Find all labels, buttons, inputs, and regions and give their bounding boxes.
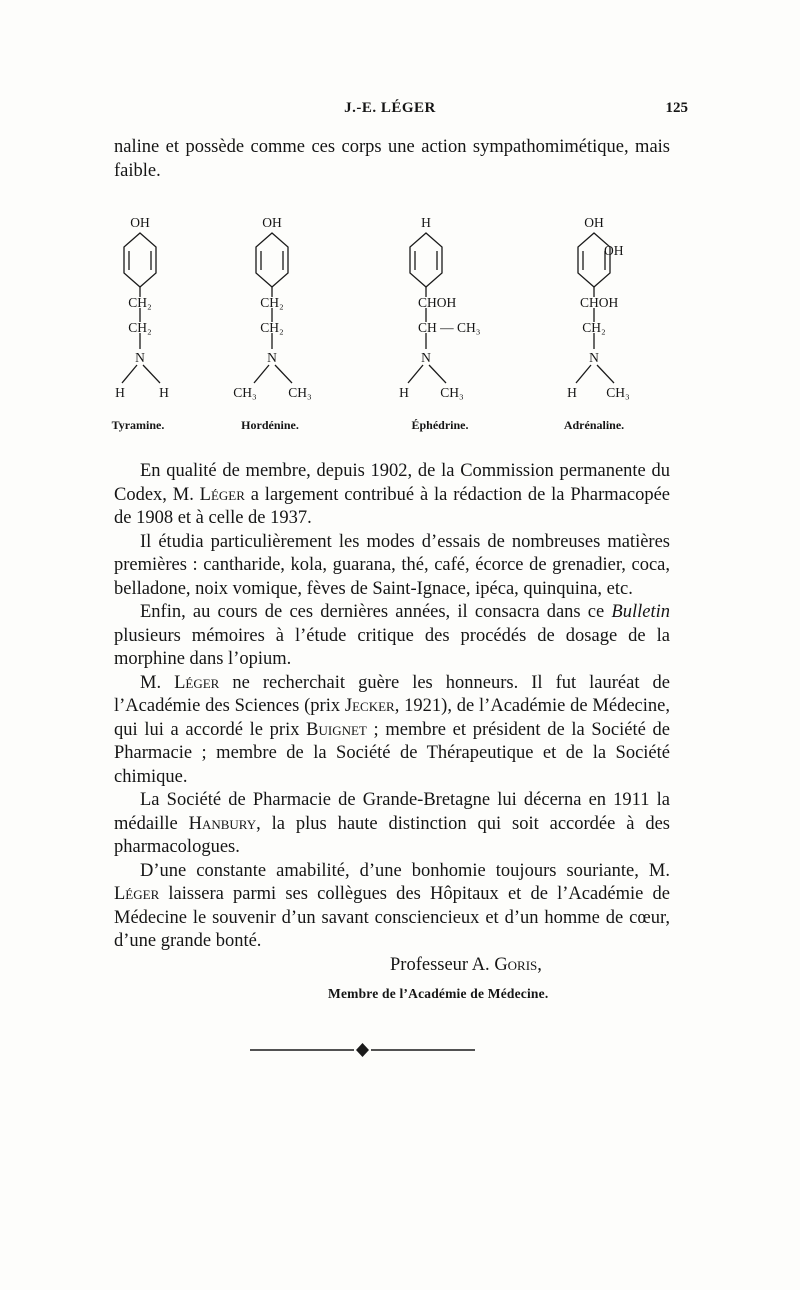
tyramine-nitrogen: N: [135, 350, 145, 365]
paragraph-bulletin-part-b: plusieurs mémoires à l’étude critique des procédés de dosage de la morphine dans l’opium.: [114, 625, 670, 669]
name-leger: Léger: [199, 484, 245, 505]
adrenaline-ring-substituent: OH: [604, 243, 624, 258]
page-number: 125: [665, 100, 688, 116]
main-text: [114, 460, 670, 954]
paragraph-hanbury-part-a: La Société de Pharmacie de Grande-Bretagne lui décerna en 1911 la médaille: [114, 790, 670, 834]
hordenine-nitrogen: N: [267, 350, 277, 365]
paragraph-honneurs-part-a: M.: [140, 672, 175, 693]
paragraph-honneurs-part-d: ; membre et président de la Société de Pharmacie ; membre de la Société de Thérapeutique et de la Société chimique.: [114, 719, 670, 787]
name-leger: Léger: [114, 884, 160, 904]
adrenaline-amine-left: H: [567, 385, 577, 400]
signature-name: Goris: [494, 955, 538, 975]
paragraph-hanbury-part-b: , la plus haute distinction qui soit accordée à des pharmacologues.: [114, 813, 670, 857]
paragraph-hommage-part-a: D’une constante amabilité, d’une bonhomie toujours souriante, M.: [140, 860, 670, 881]
hordenine-label: Hordénine.: [241, 418, 299, 432]
paragraph-hommage-part-b: laissera parmi ses collègues des Hôpitaux et de l’Académie de Médecine le souvenir d’un savant consciencieux et d’un homme de cœur, d’une grande bonté.: [114, 884, 670, 951]
adrenaline-chain-2: CH₂: [582, 320, 606, 335]
tyramine-amine-right: H: [159, 385, 169, 400]
paragraph-codex-part-b: a largement contribué à la rédaction de la Pharmacopée de 1908 et à celle de 1937.: [114, 484, 670, 528]
adrenaline-nitrogen: N: [589, 350, 599, 365]
paragraph-hanbury: [114, 789, 670, 860]
ephedrine-chain-1: CHOH: [418, 295, 457, 310]
tyramine-amine-left: H: [115, 385, 125, 400]
paragraph-honneurs-part-b: ne recherchait guère les honneurs. Il fut lauréat de l’Académie des Sciences (prix: [114, 672, 670, 716]
ephedrine-chain-2: CH — CH₃: [418, 320, 481, 335]
tyramine-top-group: OH: [130, 215, 150, 230]
name-jecker: Jecker: [344, 696, 395, 716]
adrenaline-label: Adrénaline.: [563, 418, 625, 432]
adrenaline-amine-right: CH₃: [606, 385, 630, 400]
signature-prefix: Professeur A.: [390, 955, 495, 975]
adrenaline-chain-1: CHOH: [580, 295, 619, 310]
hordenine-amine-right: CH₃: [288, 385, 312, 400]
paragraph-honneurs-part-c: , 1921), de l’Académie de Médecine, qui lui a accordé le prix: [114, 696, 670, 740]
intro-paragraph: [114, 136, 670, 183]
tyramine-chain-1: CH₂: [128, 295, 152, 310]
tyramine-label: Tyramine.: [111, 418, 165, 432]
paragraph-honneurs: [114, 672, 670, 790]
signature-suffix: ,: [537, 955, 542, 975]
name-hanbury: Hanbury: [188, 813, 257, 834]
paragraph-codex: [114, 460, 670, 531]
bulletin-title: Bulletin: [611, 602, 670, 622]
ephedrine-amine-left: H: [399, 385, 409, 400]
name-leger: Léger: [174, 672, 220, 693]
paragraph-essais: Il étudia particulièrement les modes d’essais de nombreuses matières premières : cantharide, kola, guarana, thé, café, écorce de grenadier, coca, belladone, noix vomique, fèves de Saint-Ignace, ipéca, quinquina, etc.: [114, 531, 670, 599]
ephedrine-nitrogen: N: [421, 350, 431, 365]
ephedrine-label: Éphédrine.: [411, 418, 469, 432]
signature: [390, 955, 542, 976]
paragraph-bulletin: [114, 601, 670, 672]
signature-title: Membre de l’Académie de Médecine.: [328, 986, 549, 1001]
chemical-formulas-figure: [0, 205, 800, 435]
end-ornament-divider: [250, 1040, 475, 1060]
ephedrine-amine-right: CH₃: [440, 385, 464, 400]
tyramine-chain-2: CH₂: [128, 320, 152, 335]
hordenine-amine-left: CH₃: [233, 385, 257, 400]
formulas-svg: [0, 205, 800, 435]
diamond-ornament-icon: [356, 1043, 369, 1057]
paragraph-bulletin-part-a: Enfin, au cours de ces dernières années, il consacra dans ce: [140, 602, 612, 622]
page-header: [110, 100, 688, 130]
adrenaline-top-group: OH: [584, 215, 604, 230]
paragraph-hommage: [114, 860, 670, 954]
intro-text: naline et possède comme ces corps une action sympathomimétique, mais faible.: [114, 137, 670, 181]
name-buignet: Buignet: [306, 719, 367, 740]
ephedrine-top-group: H: [421, 215, 431, 230]
paragraph-codex-part-a: En qualité de membre, depuis 1902, de la Commission permanente du Codex, M.: [114, 461, 670, 505]
hordenine-top-group: OH: [262, 215, 282, 230]
hordenine-chain-2: CH₂: [260, 320, 284, 335]
running-head: J.-E. LÉGER: [344, 100, 436, 116]
hordenine-chain-1: CH₂: [260, 295, 284, 310]
